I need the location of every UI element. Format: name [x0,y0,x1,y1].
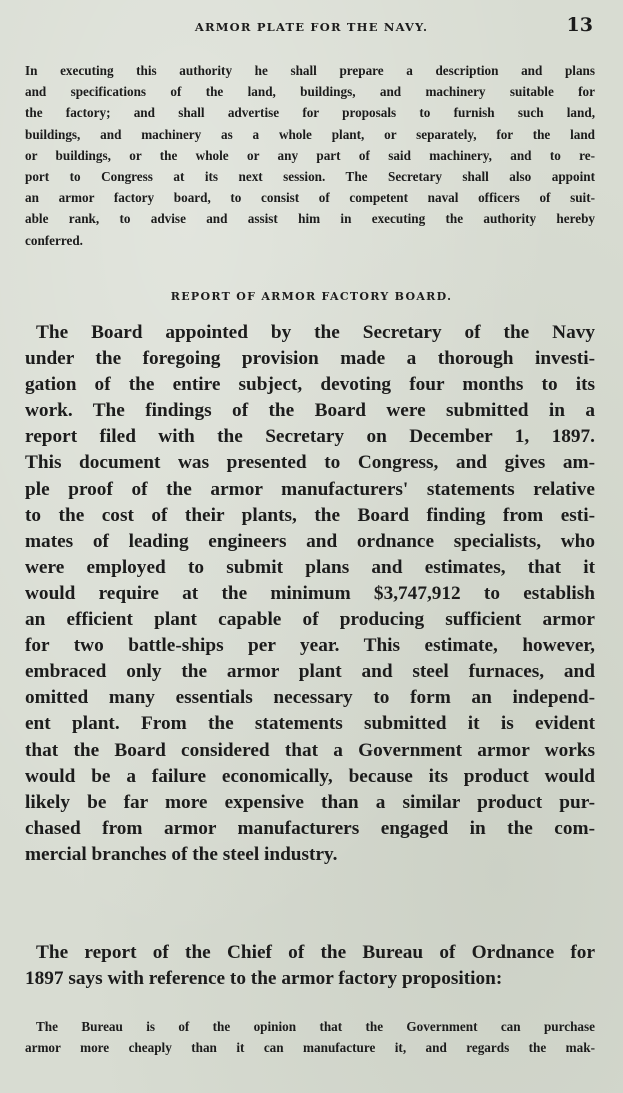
paragraph-line: an efficient plant capable of producing sufficient armor [25,609,595,631]
paragraph-line: mates of leading engineers and ordnance specialists, who [25,530,595,552]
page-header [0,14,623,44]
intro-line: buildings, and machinery as a whole plant, or separately, for the land [25,126,595,142]
paragraph-line: were employed to submit plans and estimates, that it [25,556,595,578]
paragraph-line: report filed with the Secretary on December 1, 1897. [25,426,595,448]
section-heading: REPORT OF ARMOR FACTORY BOARD. [170,290,453,303]
intro-line: or buildings, or the whole or any part of said machinery, and to re- [25,147,595,163]
paragraph-line: The Board appointed by the Secretary of the Navy [36,322,595,343]
intro-paragraph [25,60,595,251]
page-number: 13 [566,14,593,36]
quote-line: armor more cheaply than it can manufacture it, and regards the mak- [25,1040,595,1056]
quote-line: The Bureau is of the opinion that the Government can purchase [36,1019,595,1034]
paragraph-line: embraced only the armor plant and steel furnaces, and [25,661,595,683]
paragraph-line: to the cost of their plants, the Board finding from esti- [25,504,595,526]
paragraph-line: likely be far more expensive than a similar product pur- [25,791,595,813]
body-paragraph-board [25,320,595,868]
paragraph-line: omitted many essentials necessary to form an independ- [25,687,595,709]
paragraph-line: would be a failure economically, because its product would [25,765,595,787]
paragraph-line: under the foregoing provision made a thorough investi- [25,348,595,370]
intro-line: conferred. [25,232,83,248]
paragraph-line: The report of the Chief of the Bureau of Ordnance for [36,942,595,963]
paragraph-line: chased from armor manufacturers engaged in the com- [25,817,595,839]
paragraph-line: mercial branches of the steel industry. [25,843,338,865]
intro-line: the factory; and shall advertise for proposals to furnish such land, [25,105,595,121]
quoted-paragraph [25,1016,595,1058]
paragraph-line: ple proof of the armor manufacturers' statements relative [25,478,595,500]
paragraph-line: would require at the minimum $3,747,912 to establish [25,582,595,604]
intro-line: an armor factory board, to consist of competent naval officers of suit- [25,190,595,206]
paragraph-line: This document was presented to Congress, and gives am- [25,452,595,474]
intro-line: In executing this authority he shall prepare a description and plans [25,63,595,78]
intro-line: port to Congress at its next session. The Secretary shall also appoint [25,169,595,185]
paragraph-line: gation of the entire subject, devoting four months to its [25,374,595,396]
paragraph-line: work. The findings of the Board were submitted in a [25,400,595,422]
paragraph-line: that the Board considered that a Government armor works [25,739,595,761]
intro-line: able rank, to advise and assist him in executing the authority hereby [25,211,595,227]
paragraph-line: ent plant. From the statements submitted it is evident [25,713,595,735]
body-paragraph-bureau [25,940,595,992]
intro-line: and specifications of the land, buildings, and machinery suitable for [25,84,595,100]
paragraph-line: for two battle-ships per year. This estimate, however, [25,635,595,657]
running-head: ARMOR PLATE FOR THE NAVY. [194,20,429,34]
paragraph-line: 1897 says with reference to the armor factory proposition: [25,968,503,990]
